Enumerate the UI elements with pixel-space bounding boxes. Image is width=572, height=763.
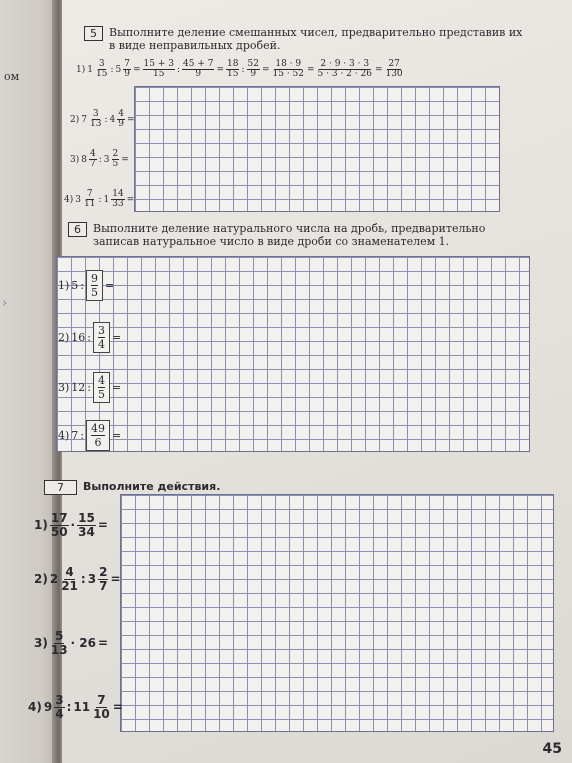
fraction-box: $\frac{3}{4}$ [93, 322, 110, 353]
whole: 1 [87, 64, 93, 75]
fraction: $\frac{4}{9}$ [118, 109, 124, 130]
task5-ex2: 2) 7 $\frac{3}{13}$ : 4 $\frac{4}{9}$ = [70, 109, 135, 130]
fraction: $\frac{15}{34}$ [78, 511, 95, 539]
fraction: $\frac{52}{9}$ [247, 59, 259, 80]
fraction: $\frac{3}{4}$ [55, 693, 64, 721]
page-number: 45 [542, 741, 562, 757]
task6-text: Выполните деление натурального числа на дробь, предварительно записав натуральное число в виде дроби со знаменателем 1. [93, 222, 486, 248]
fraction: $\frac{7}{10}$ [93, 693, 110, 721]
task7-number: 7 [44, 480, 77, 495]
fraction: $\frac{18 \cdot 9}{15 \cdot 52}$ [272, 59, 304, 80]
fraction-box: $\frac{4}{5}$ [93, 372, 110, 403]
fraction-box: $\frac{9}{5}$ [86, 270, 103, 301]
workbook-page [28, 0, 572, 763]
task6-ex1: 1) 5 : $\frac{9}{5}$ = [58, 272, 115, 299]
fraction: $\frac{18}{15}$ [227, 59, 239, 80]
fraction: $\frac{14}{33}$ [112, 189, 124, 210]
task7-ex1: 1) $\frac{17}{50}$ · $\frac{15}{34}$ = [34, 511, 108, 539]
task7-ex2: 2) 2 $\frac{4}{21}$ : 3 $\frac{2}{7}$ = [34, 565, 121, 593]
task5-ex3: 3) 8 $\frac{4}{7}$ : 3 $\frac{2}{5}$ = [70, 149, 129, 170]
task6-ex3: 3) 12 : $\frac{4}{5}$ = [58, 374, 122, 401]
task5-number: 5 [84, 26, 103, 41]
fraction: $\frac{4}{21}$ [61, 565, 78, 593]
task7-text: Выполните действия. [83, 480, 221, 493]
task5-ex1: 1) 1 $\frac{3}{15}$ : 5 $\frac{7}{9}$ = $\frac{15 + 3}{15}$ : $\frac{45 + 7}{9}$ = $\frac{18}{15}$ : $\frac{52}{9}$ = $\frac{18 \cdot 9}{15 \cdot 52}$ = $\frac{2 \cdot 9 \cdot 3 \cdot 3}{5 \cdot 3 \cdot 2 \cdot 26}$ = $\frac{27}{130}$ [76, 59, 403, 80]
task5-answer-grid[interactable] [134, 86, 500, 212]
fraction: $\frac{2}{7}$ [99, 565, 108, 593]
fraction: $\frac{7}{9}$ [124, 59, 130, 80]
task7-ex3: 3) $\frac{5}{13}$ · 26 = [34, 629, 109, 657]
fraction: $\frac{3}{13}$ [89, 109, 102, 130]
left-page-edge-text: ом [4, 70, 20, 83]
fraction: $\frac{2}{5}$ [112, 149, 119, 170]
fraction: $\frac{2 \cdot 9 \cdot 3 \cdot 3}{5 \cdot 3 \cdot 2 \cdot 26}$ [317, 59, 372, 80]
fraction: $\frac{15 + 3}{15}$ [143, 59, 174, 80]
task5-text: Выполните деление смешанных чисел, предварительно представив их в виде неправильных дробей. [109, 26, 523, 52]
task6-number: 6 [68, 222, 87, 237]
task6-ex2: 2) 16 : $\frac{3}{4}$ = [58, 324, 122, 351]
task7-header [44, 480, 220, 495]
fraction: $\frac{3}{15}$ [95, 59, 108, 80]
task6-answer-grid[interactable] [56, 256, 530, 452]
fraction: $\frac{7}{11}$ [83, 189, 96, 210]
fraction-box: $\frac{49}{6}$ [86, 420, 110, 451]
fraction: $\frac{5}{13}$ [50, 629, 68, 657]
task6-header [68, 222, 513, 248]
result-fraction: $\frac{27}{130}$ [385, 59, 403, 80]
fraction: $\frac{4}{7}$ [89, 149, 96, 170]
left-page-arrow: › [2, 296, 8, 311]
task7-ex4: 4) 9 $\frac{3}{4}$ : 11 $\frac{7}{10}$ = [28, 693, 123, 721]
fraction: $\frac{45 + 7}{9}$ [183, 59, 214, 80]
ex-label: 1) [76, 64, 86, 75]
fraction: $\frac{17}{50}$ [50, 511, 68, 539]
task5-ex4: 4) 3 $\frac{7}{11}$ : 1 $\frac{14}{33}$ = [64, 189, 135, 210]
task5-header [84, 26, 529, 52]
task6-ex4: 4) 7 : $\frac{49}{6}$ = [58, 422, 122, 449]
task7-answer-grid[interactable] [120, 494, 554, 732]
